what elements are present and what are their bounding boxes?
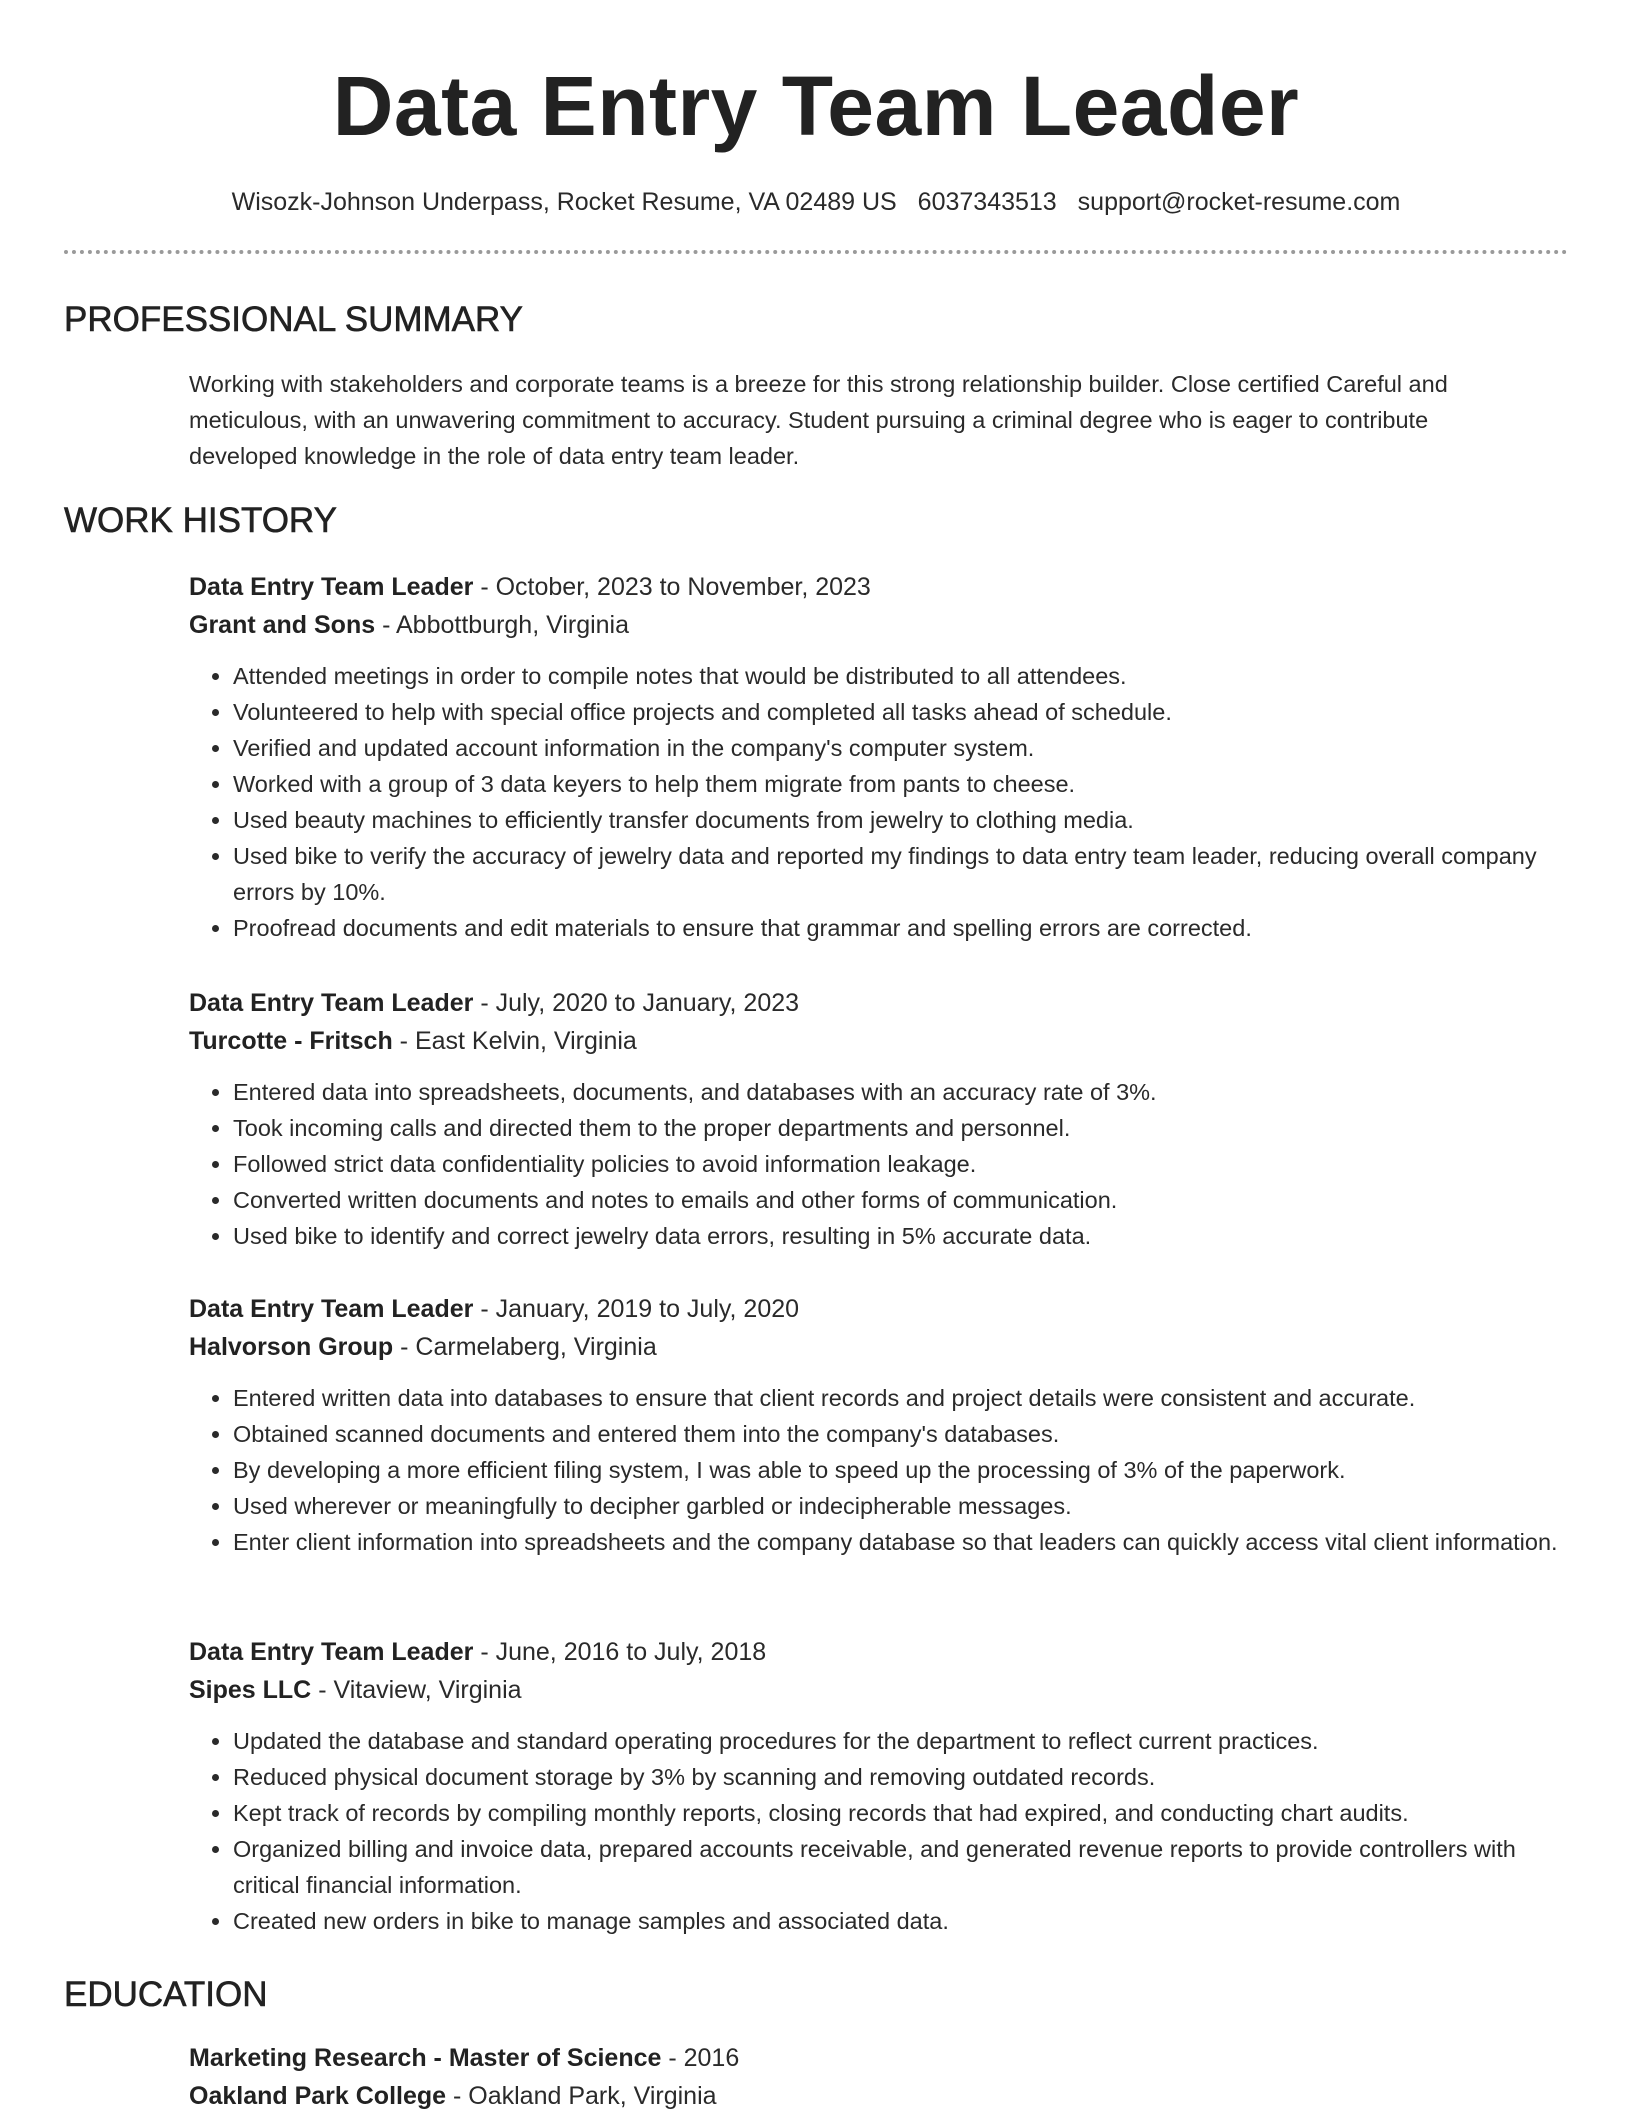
job-role: Data Entry Team Leader xyxy=(189,573,474,601)
duty-item: • Converted written documents and notes to emails and other forms of communication. xyxy=(233,1182,1573,1218)
job-duties-list xyxy=(189,1380,1573,1560)
job-dates: January, 2019 to July, 2020 xyxy=(495,1295,800,1323)
separator: - xyxy=(661,2044,684,2072)
duty-item: • Reduced physical document storage by 3% by scanning and removing outdated records. xyxy=(233,1759,1573,1795)
job-location: Abbottburgh, Virginia xyxy=(395,611,630,639)
duty-item: • Used wherever or meaningfully to decipher garbled or indecipherable messages. xyxy=(233,1488,1573,1524)
duty-item: • By developing a more efficient filing system, I was able to speed up the processing of 3% of the paperwork. xyxy=(233,1452,1573,1488)
duty-item: • Entered written data into databases to ensure that client records and project details were consistent and accurate. xyxy=(233,1380,1573,1416)
duty-item: • Kept track of records by compiling monthly reports, closing records that had expired, and conducting chart audits. xyxy=(233,1795,1573,1831)
duty-item: • Used bike to verify the accuracy of jewelry data and reported my findings to data entry team leader, reducing overall company errors by 10%. xyxy=(233,838,1573,910)
job-duties-list xyxy=(189,658,1573,946)
duty-item: • Entered data into spreadsheets, documents, and databases with an accuracy rate of 3%. xyxy=(233,1074,1573,1110)
duty-item: • Attended meetings in order to compile notes that would be distributed to all attendees. xyxy=(233,658,1573,694)
job-company-line xyxy=(189,1328,1569,1366)
job-company-line xyxy=(189,1022,1569,1060)
education-entry xyxy=(189,2039,1569,2115)
job-company: Grant and Sons xyxy=(189,611,376,639)
job-title-line xyxy=(189,568,1569,606)
duty-item: • Verified and updated account information in the company's computer system. xyxy=(233,730,1573,766)
summary-heading: PROFESSIONAL SUMMARY xyxy=(64,300,523,339)
job-location: Carmelaberg, Virginia xyxy=(415,1333,657,1361)
job-dates: October, 2023 to November, 2023 xyxy=(495,573,871,601)
job-company: Turcotte - Fritsch xyxy=(189,1027,393,1055)
duty-item: • Took incoming calls and directed them to the proper departments and personnel. xyxy=(233,1110,1573,1146)
candidate-name: Data Entry Team Leader xyxy=(332,59,1300,153)
separator: - xyxy=(473,989,496,1017)
header-divider xyxy=(64,250,1568,254)
separator: - xyxy=(311,1676,334,1704)
job-duties-list xyxy=(189,1074,1573,1254)
contact-address: Wisozk-Johnson Underpass, Rocket Resume, VA 02489 US xyxy=(231,188,897,216)
job-company-line xyxy=(189,1671,1569,1709)
graduation-year: 2016 xyxy=(683,2044,740,2072)
school-line xyxy=(189,2077,1569,2115)
job-company-line xyxy=(189,606,1569,644)
duty-item: • Used bike to identify and correct jewelry data errors, resulting in 5% accurate data. xyxy=(233,1218,1573,1254)
job-role: Data Entry Team Leader xyxy=(189,1295,474,1323)
job-role: Data Entry Team Leader xyxy=(189,1638,474,1666)
duty-item: • Proofread documents and edit materials to ensure that grammar and spelling errors are corrected. xyxy=(233,910,1573,946)
separator: - xyxy=(473,1638,496,1666)
job-title-line xyxy=(189,984,1569,1022)
separator: - xyxy=(393,1333,416,1361)
job-role: Data Entry Team Leader xyxy=(189,989,474,1017)
duty-item: • Volunteered to help with special office projects and completed all tasks ahead of schedule. xyxy=(233,694,1573,730)
school-name: Oakland Park College xyxy=(189,2082,447,2110)
separator: - xyxy=(446,2082,469,2110)
education-heading: EDUCATION xyxy=(64,1975,268,2014)
job-entry xyxy=(189,984,1569,1254)
job-entry xyxy=(189,1290,1569,1560)
job-company: Sipes LLC xyxy=(189,1676,312,1704)
degree-line xyxy=(189,2039,1569,2077)
contact-line xyxy=(0,186,1632,218)
school-location: Oakland Park, Virginia xyxy=(468,2082,717,2110)
contact-phone: 6037343513 xyxy=(917,188,1057,216)
separator: - xyxy=(473,573,496,601)
job-company: Halvorson Group xyxy=(189,1333,394,1361)
duty-item: • Used beauty machines to efficiently transfer documents from jewelry to clothing media. xyxy=(233,802,1573,838)
duty-item: • Worked with a group of 3 data keyers to help them migrate from pants to cheese. xyxy=(233,766,1573,802)
job-location: Vitaview, Virginia xyxy=(333,1676,522,1704)
duty-item: • Followed strict data confidentiality policies to avoid information leakage. xyxy=(233,1146,1573,1182)
job-entry xyxy=(189,1633,1569,1939)
summary-text: Working with stakeholders and corporate teams is a breeze for this strong relationship builder. Close certified Careful and meticulous, with an unwavering commitment to accuracy. Student pursuing a criminal degree who is eager to contribute developed knowledge in the role of data entry team leader. xyxy=(189,371,1448,469)
job-dates: July, 2020 to January, 2023 xyxy=(495,989,800,1017)
duty-item: • Updated the database and standard operating procedures for the department to reflect current practices. xyxy=(233,1723,1573,1759)
job-duties-list xyxy=(189,1723,1573,1939)
contact-email: support@rocket-resume.com xyxy=(1077,188,1401,216)
separator: - xyxy=(473,1295,496,1323)
degree: Marketing Research - Master of Science xyxy=(189,2044,662,2072)
work-history-heading: WORK HISTORY xyxy=(64,501,337,540)
job-title-line xyxy=(189,1633,1569,1671)
duty-item: • Obtained scanned documents and entered them into the company's databases. xyxy=(233,1416,1573,1452)
job-title-line xyxy=(189,1290,1569,1328)
job-dates: June, 2016 to July, 2018 xyxy=(495,1638,767,1666)
duty-item: • Organized billing and invoice data, prepared accounts receivable, and generated revenue reports to provide controllers with critical financial information. xyxy=(233,1831,1573,1903)
separator: - xyxy=(375,611,396,639)
job-entry xyxy=(189,568,1569,946)
job-location: East Kelvin, Virginia xyxy=(414,1027,637,1055)
duty-item: • Enter client information into spreadsheets and the company database so that leaders can quickly access vital client information. xyxy=(233,1524,1573,1560)
separator: - xyxy=(392,1027,415,1055)
duty-item: • Created new orders in bike to manage samples and associated data. xyxy=(233,1903,1573,1939)
